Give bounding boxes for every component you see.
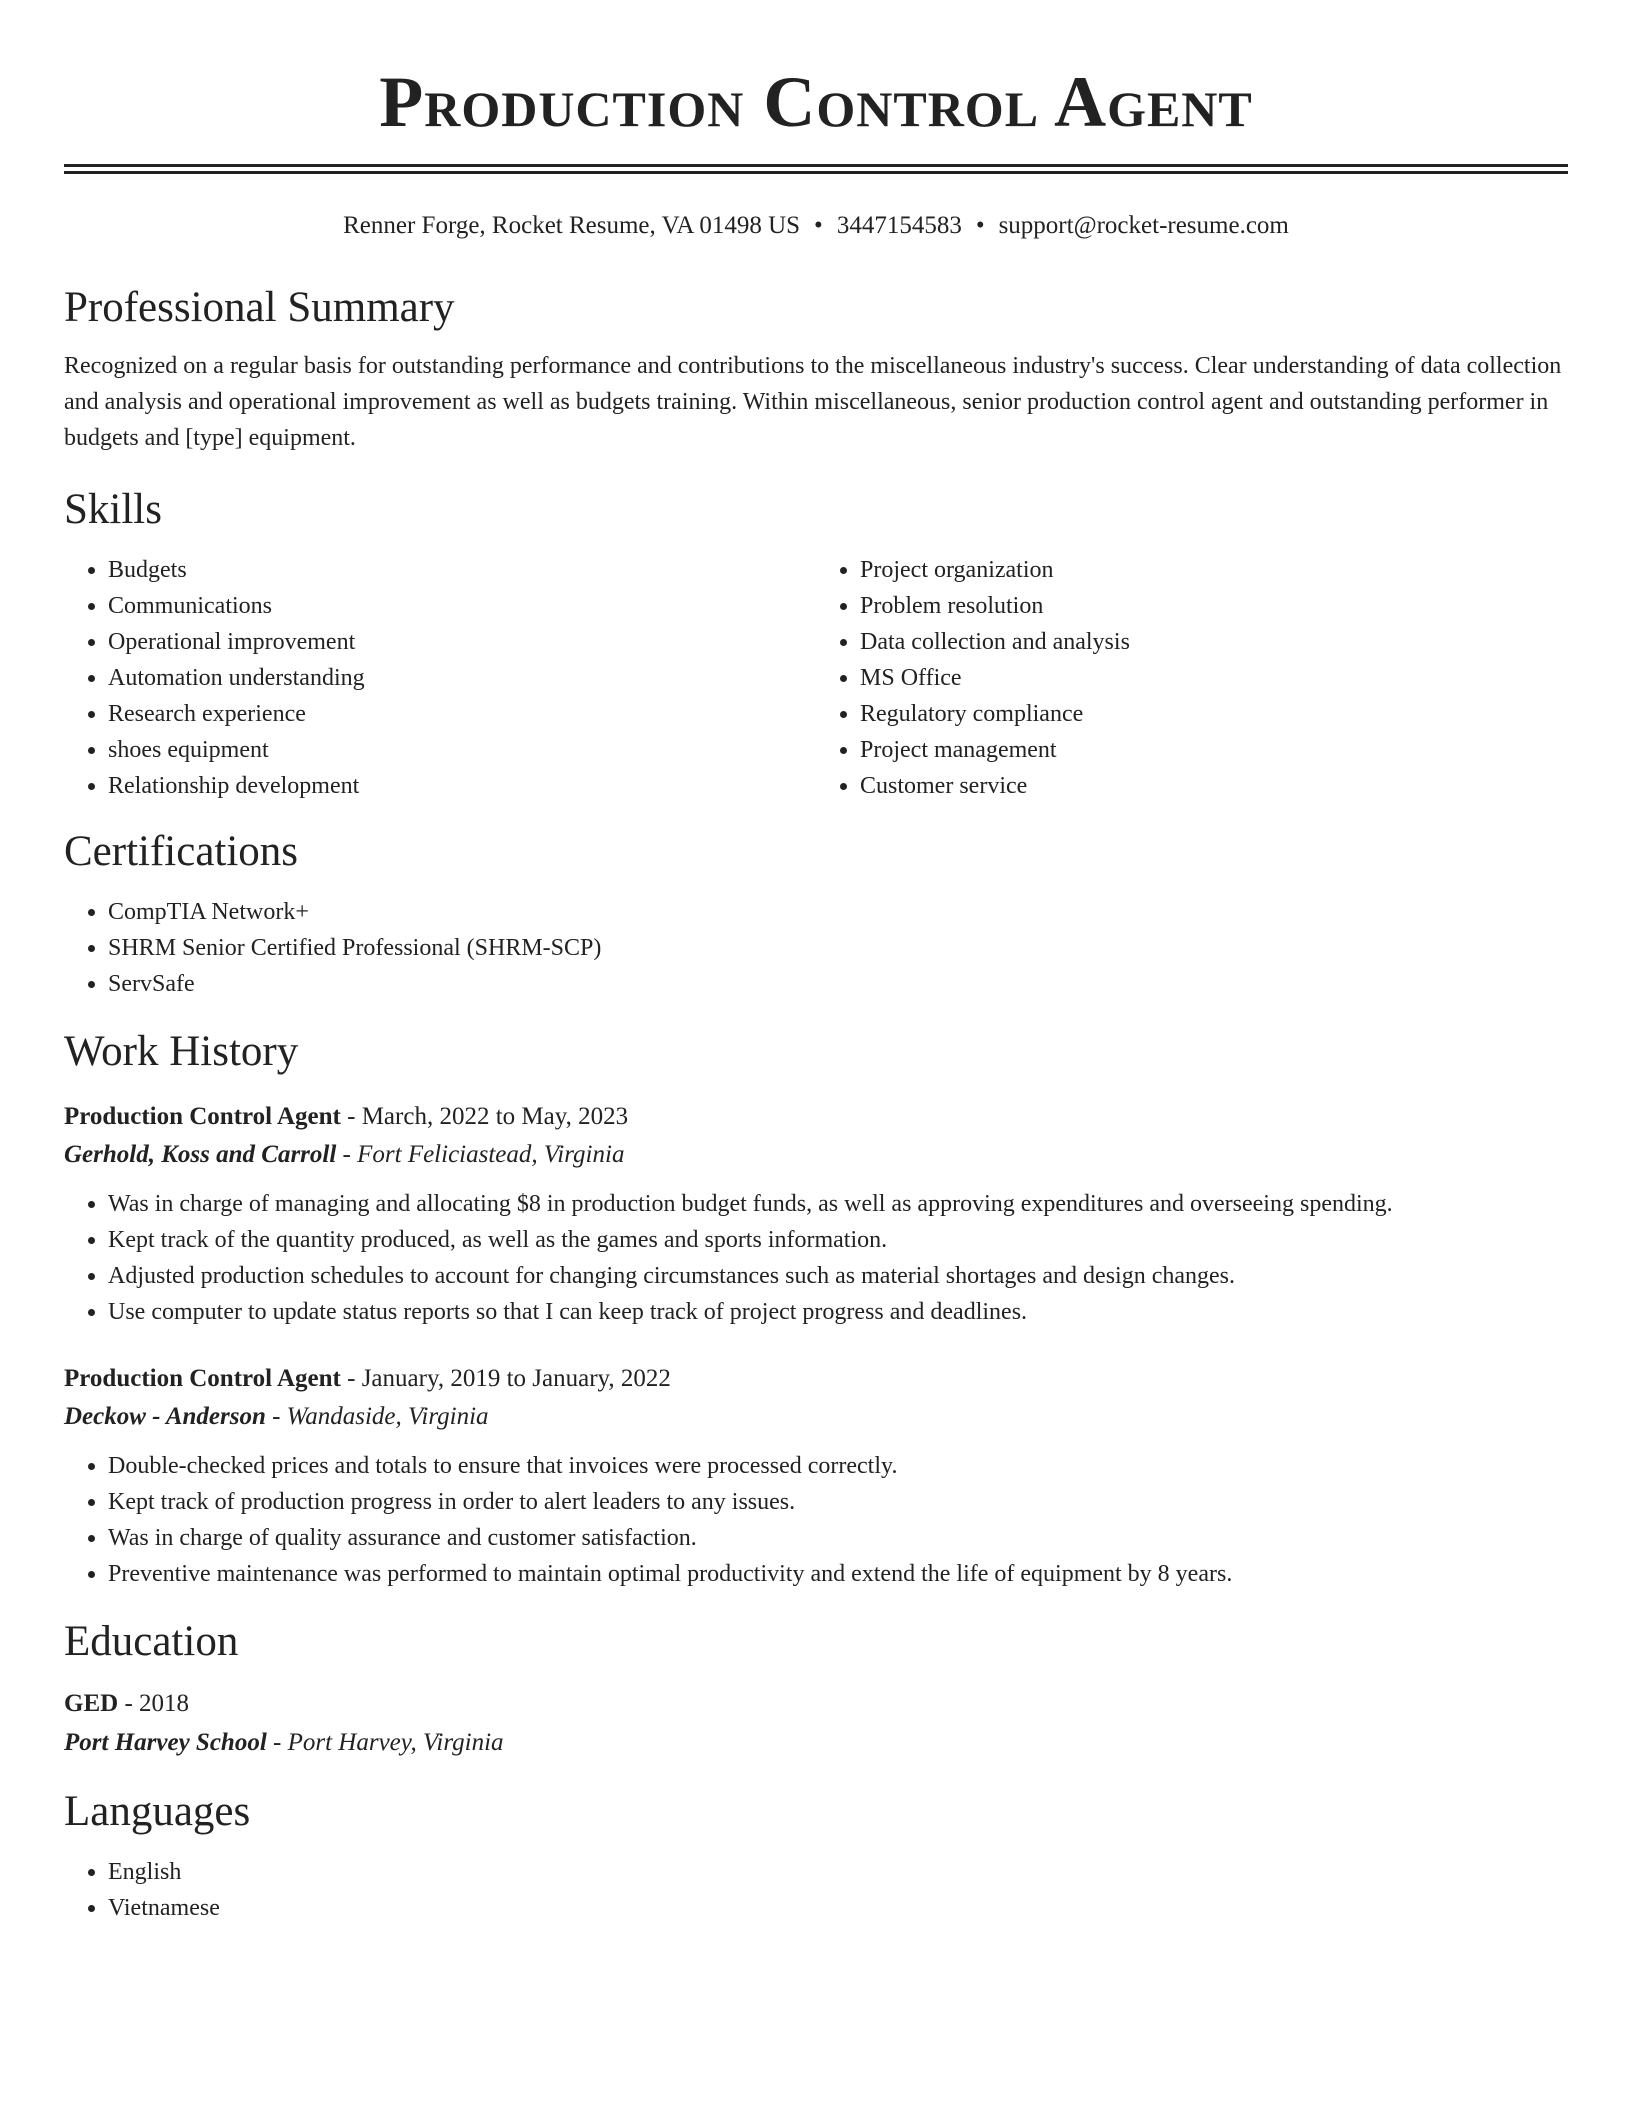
job-title: Production Control Agent <box>64 1365 341 1392</box>
school-location: - Port Harvey, Virginia <box>266 1729 504 1756</box>
company-line <box>64 1398 1568 1436</box>
job-bullet: • Was in charge of managing and allocating $8 in production budget funds, as well as approving expenditures and overseeing spending. <box>108 1186 1568 1222</box>
skill-item: • shoes equipment <box>108 732 816 768</box>
skill-item: • Project organization <box>860 552 1568 588</box>
skill-item: • Problem resolution <box>860 588 1568 624</box>
contact-line <box>64 210 1568 242</box>
school-name: Port Harvey School <box>64 1729 267 1756</box>
languages-list <box>64 1854 1568 1926</box>
skills-heading: Skills <box>64 486 162 533</box>
job-dates: - January, 2019 to January, 2022 <box>340 1365 671 1392</box>
bullet-separator: • <box>975 212 985 239</box>
skill-item: • Data collection and analysis <box>860 624 1568 660</box>
candidate-name: Production Control Agent <box>379 62 1253 142</box>
skill-item: • MS Office <box>860 660 1568 696</box>
certifications-heading: Certifications <box>64 828 299 875</box>
certifications-list <box>64 894 1568 1002</box>
job-bullets <box>64 1186 1568 1330</box>
certification-item: • SHRM Senior Certified Professional (SHRM-SCP) <box>108 930 1568 966</box>
company-location: - Fort Feliciastead, Virginia <box>336 1141 625 1168</box>
job-bullet: • Double-checked prices and totals to ensure that invoices were processed correctly. <box>108 1448 1568 1484</box>
skill-item: • Regulatory compliance <box>860 696 1568 732</box>
job-title-line <box>64 1098 1568 1136</box>
header-double-rule <box>64 164 1568 174</box>
job-bullet: • Preventive maintenance was performed to maintain optimal productivity and extend the life of equipment by 8 years. <box>108 1556 1568 1592</box>
language-item: • Vietnamese <box>108 1890 1568 1926</box>
job-entry <box>64 1098 1568 1330</box>
skill-item: • Automation understanding <box>108 660 816 696</box>
skill-item: • Operational improvement <box>108 624 816 660</box>
skills-list-right <box>816 552 1568 804</box>
work-history-heading: Work History <box>64 1028 299 1075</box>
skill-item: • Project management <box>860 732 1568 768</box>
languages-heading: Languages <box>64 1788 251 1835</box>
school-line <box>64 1724 1568 1762</box>
address-text: Renner Forge, Rocket Resume, VA 01498 US <box>343 212 801 239</box>
skill-item: • Relationship development <box>108 768 816 804</box>
job-bullet: • Was in charge of quality assurance and customer satisfaction. <box>108 1520 1568 1556</box>
company-name: Deckow - Anderson <box>64 1403 266 1430</box>
bullet-separator: • <box>814 212 823 239</box>
job-bullet: • Adjusted production schedules to account for changing circumstances such as material shortages and design changes. <box>108 1258 1568 1294</box>
skills-list-left <box>64 552 816 804</box>
skill-item: • Communications <box>108 588 816 624</box>
skill-item: • Research experience <box>108 696 816 732</box>
job-dates: - March, 2022 to May, 2023 <box>340 1103 629 1130</box>
company-location: - Wandaside, Virginia <box>265 1403 489 1430</box>
job-bullets <box>64 1448 1568 1592</box>
summary-heading: Professional Summary <box>64 284 455 331</box>
job-bullet: • Use computer to update status reports so that I can keep track of project progress and deadlines. <box>108 1294 1568 1330</box>
degree-year: - 2018 <box>118 1690 190 1717</box>
job-title-line <box>64 1360 1568 1398</box>
email-text: support@rocket-resume.com <box>998 212 1289 239</box>
skill-item: • Budgets <box>108 552 816 588</box>
job-entry <box>64 1360 1568 1592</box>
company-line <box>64 1136 1568 1174</box>
summary-text: Recognized on a regular basis for outstanding performance and contributions to the miscellaneous industry's success. Clear understanding of data collection and analysis and operational improvement as well as budgets training. Within miscellaneous, senior production control agent and outstanding performer in budgets and [type] equipment. <box>64 353 1562 451</box>
certification-item: • ServSafe <box>108 966 1568 1002</box>
job-title: Production Control Agent <box>64 1103 341 1130</box>
degree-line <box>64 1684 1568 1724</box>
skill-item: • Customer service <box>860 768 1568 804</box>
phone-text: 3447154583 <box>836 212 962 239</box>
job-bullet: • Kept track of production progress in order to alert leaders to any issues. <box>108 1484 1568 1520</box>
certification-item: • CompTIA Network+ <box>108 894 1568 930</box>
education-heading: Education <box>64 1618 239 1665</box>
skills-columns <box>64 552 1568 804</box>
degree-name: GED <box>64 1690 119 1717</box>
company-name: Gerhold, Koss and Carroll <box>64 1141 337 1168</box>
language-item: • English <box>108 1854 1568 1890</box>
job-bullet: • Kept track of the quantity produced, as well as the games and sports information. <box>108 1222 1568 1258</box>
